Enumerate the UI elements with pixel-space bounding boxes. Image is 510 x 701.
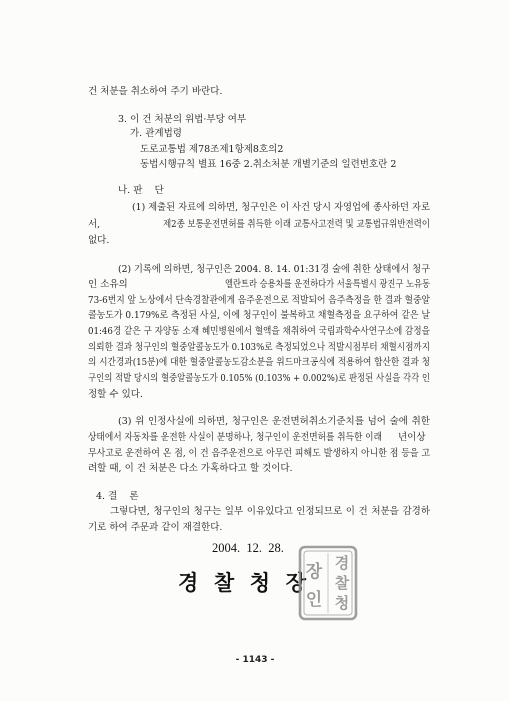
paragraph-line: 상태에서 자동차를 운전한 사실이 분명하나, 청구인이 운전면허를 취득한 이래 (88, 432, 382, 443)
paragraph-line: 콜농도가 0.179%로 측정된 사실, 이에 청구인이 불복하고 채혈측정을 요구하여 같은 날 (88, 310, 430, 321)
subsection-heading-laws: 가. 관계법령 (130, 128, 182, 139)
paragraph-line: 서, (88, 219, 101, 230)
paragraph-line: 제2종 보통운전면허를 취득한 이래 교통사고전력 및 교통법규위반전력이 (163, 219, 430, 230)
seal-character: 청 (334, 594, 350, 612)
paragraph-line: 년이상 (398, 432, 426, 443)
paragraph-line: 73-6번지 앞 노상에서 단속경찰관에게 음주운전으로 적발되어 음주측정을 한 결과 혈중알 (88, 295, 430, 306)
seal-character: 장 (305, 562, 323, 582)
paragraph-line: 려할 때, 이 건 처분은 다소 가혹하다고 할 것이다. (88, 463, 293, 474)
page-number: - 1143 - (235, 655, 275, 665)
paragraph-line: 정할 수 있다. (88, 389, 143, 400)
seal-character: 인 (305, 590, 323, 610)
official-seal (298, 545, 358, 621)
seal-character: 경 (334, 554, 350, 572)
paragraph-line: (2) 기록에 의하면, 청구인은 2004. 8. 14. 01:31경 술에 취한 상태에서 청구 (118, 264, 430, 275)
paragraph-line: 01:46경 같은 구 자양동 소재 혜민병원에서 혈액을 채취하여 국립과학수사연구소에 감정을 (88, 326, 430, 337)
paragraph-line: 없다. (88, 235, 110, 246)
paragraph-line: 무사고로 운전하여 온 점, 이 건 음주운전으로 아무런 피해도 발생하지 아니한 점 등을 고 (88, 448, 430, 459)
seal-character: 찰 (334, 574, 350, 592)
paragraph-line: 의뢰한 결과 청구인의 혈중알콜농도가 0.103%로 측정되었으나 적발시점부터 채혈시점까지 (88, 342, 430, 353)
paragraph-line: 의 시간경과(15분)에 대한 혈중알콜농도감소분을 위드마크공식에 적용하여 합산한 결과 청 (88, 357, 430, 368)
paragraph-line: 인 소유의 (88, 279, 128, 290)
law-item: 도로교통법 제78조제1항제8호의2 (140, 144, 284, 155)
conclusion-line: 그렇다면, 청구인의 청구는 일부 이유있다고 인정되므로 이 건 처분을 감경하 (110, 506, 430, 517)
law-item: 동법시행규칙 별표 16중 2.취소처분 개별기준의 일련번호란 2 (140, 159, 397, 170)
paragraph-line: (3) 위 인정사실에 의하면, 청구인은 운전면허취소기준치를 넘어 술에 취한 (118, 416, 430, 427)
conclusion-line: 기로 하여 주문과 같이 재결한다. (88, 522, 223, 533)
decision-date: 2004. 12. 28. (212, 541, 284, 555)
paragraph-line: 엘란트라 승용차를 운전하다가 서울특별시 광진구 노유동 (225, 279, 430, 290)
section-heading-conclusion: 4. 결 론 (96, 491, 139, 502)
paragraph-line: (1) 제출된 자료에 의하면, 청구인은 이 사건 당시 자영업에 종사하던 자로 (132, 202, 430, 213)
subsection-heading-judgment: 나. 판 단 (118, 185, 164, 196)
paragraph-line: 구인의 적발 당시의 혈중알콜농도가 0.105% (0.103% + 0.002%)로 판정된 사실을 각각 인 (88, 373, 430, 384)
section-heading: 3. 이 건 처분의 위법·부당 여부 (118, 114, 247, 125)
continuation-line: 건 처분을 취소하여 주기 바란다. (88, 86, 223, 97)
signatory-title: 경 찰 청 장 (178, 571, 306, 595)
